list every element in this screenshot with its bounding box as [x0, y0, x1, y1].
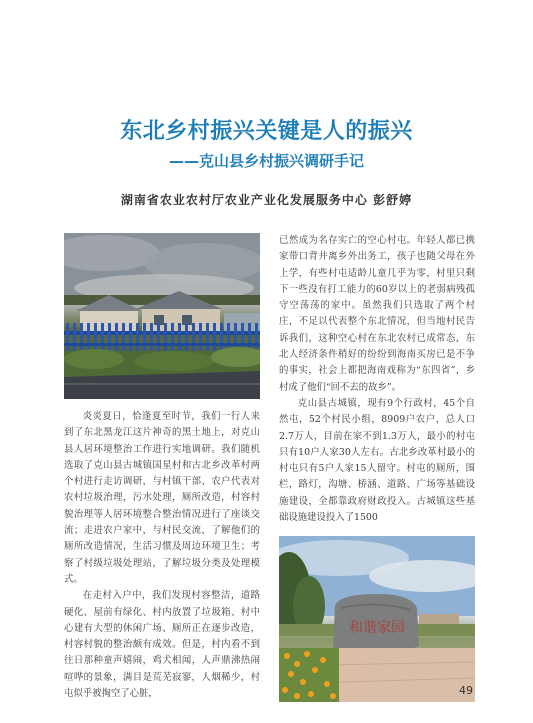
paragraph: 已然成为名存实亡的空心村屯。年轻人都已携家带口背井离乡外出务工，孩子也随父母在外上学，有些村屯适龄儿童几乎为零，村里只剩下一些没有打工能力的60岁以上的老弱病残孤守空荡荡的家中。虽然我们只选取了两个村庄，不足以代表整个东北情况，但当地村民告诉我们，这种空心村在东北农村已成常态，东北人经济条件稍好的纷纷到海南买房已是不争的事实，社会上都把海南戏称为“东四省”，乡村成了他们“回不去的故乡”。 — [279, 235, 475, 393]
village-houses-photo — [64, 233, 260, 399]
village-houses-illustration — [64, 233, 260, 399]
village-square-stone-photo — [279, 536, 475, 702]
stone-inscription: 和谐家园 — [349, 620, 405, 637]
right-column — [279, 233, 475, 702]
page-number: 49 — [459, 684, 473, 697]
article-subtitle: ——克山县乡村振兴调研手记 — [168, 152, 364, 170]
left-column — [64, 233, 260, 702]
paragraph: 炎炎夏日，恰逢夏至时节，我们一行人来到了东北黑龙江这片神奇的黑土地上，对克山县人居环境整治工作进行实地调研。我们随机选取了克山县古城镇国星村和古北乡改革村两个村进行走访调研，与村镇干部、农户代表对农村垃圾治理，污水处理，厕所改造，村容村貌治理等人居环境整合整治情况进行了座谈交流；走进农户家中，与村民交流，了解他们的厕所改造情况，生活习惯及周边环境卫生；考察了村级垃圾处理站，了解垃圾分类及处理模式。 — [64, 411, 260, 585]
author-byline: 湖南省农业农村厅农业产业化发展服务中心 彭舒婷 — [120, 193, 413, 207]
paragraph: 克山县古城镇，现有9个行政村，45个自然屯，52个村民小组，8909户农户，总人口2.7万人，目前在家不到1.3万人，最小的村屯只有10户人家30人左右。古北乡改革村最小的村屯只有5户人家15人留守。村屯的厕所，围栏，路灯，沟塘、桥涵、道路、广场等基础设施建设，全都靠政府财政投入。古城镇这些基础设施建设投入了1500 — [279, 397, 475, 524]
paragraph: 在走村入户中，我们发现村容整洁，道路硬化、屋前有绿化、村内放置了垃圾箱、村中心建有大型的休闲广场、厕所正在逐步改造，村容村貌的整治颇有成效。但是，村内看不到往日那种童声嬉闹，鸡犬相闻，人声鼎沸热闹喧哗的景象，满目是荒芜寂寥，人烟稀少，村屯似乎被掏空了心脏， — [64, 590, 260, 700]
article-title: 东北乡村振兴关键是人的振兴 — [120, 119, 413, 144]
village-square-illustration — [279, 536, 475, 702]
